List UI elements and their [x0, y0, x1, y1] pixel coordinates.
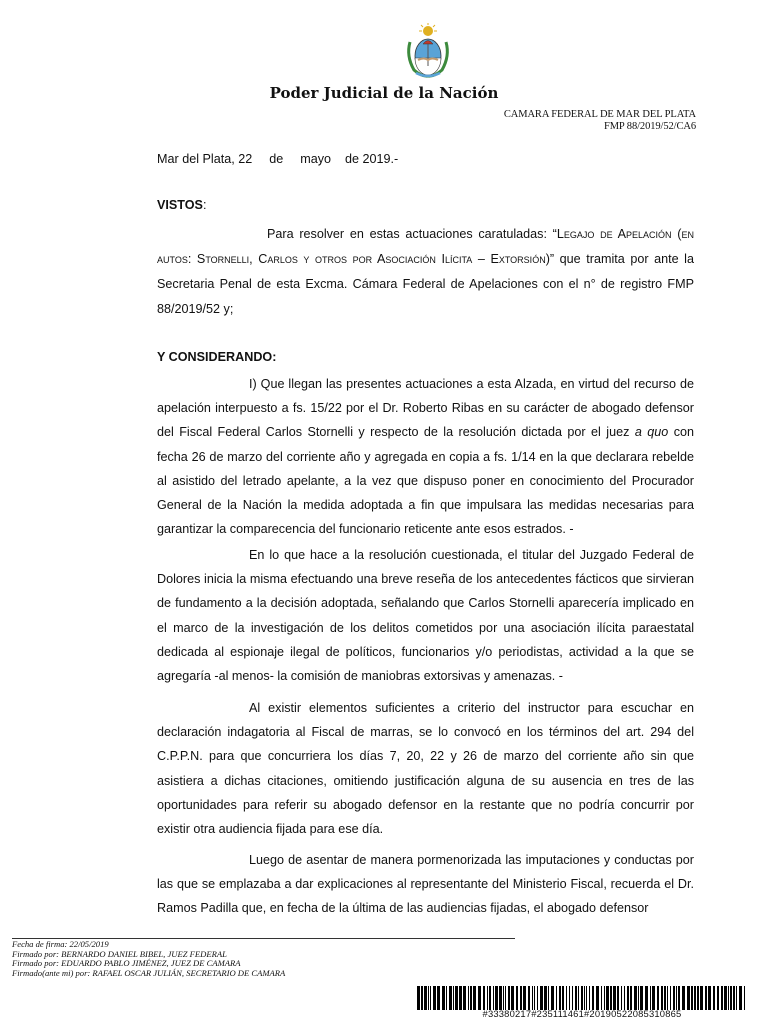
barcode-bar — [640, 986, 643, 1010]
paragraph-2-text: En lo que hace a la resolución cuestionada, el titular del Juzgado Federal de Dolores inicia la misma efectuando una breve reseña de los antecedentes fácticos que sirvieran de fundamento a la decisión adoptada, señalando que Carlos Stornelli aparecería implicado en el marco de la investigación de los delitos cometidos por una asociación ilícita paraestatal dedicada al espionaje ilegal de políticos, funcionarios y/o periodistas, actividad a la que se agregaría -al menos- la comisión de maniobras extorsivas y amenazas. - — [157, 548, 694, 684]
barcode-bar — [578, 986, 579, 1010]
chamber-header — [504, 109, 696, 133]
paragraph-4 — [157, 848, 694, 921]
barcode-bar — [627, 986, 629, 1010]
barcode-bar — [645, 986, 648, 1010]
barcode-bar — [650, 986, 651, 1010]
barcode-bar — [483, 986, 485, 1010]
file-reference: FMP 88/2019/52/CA6 — [603, 121, 696, 132]
barcode-bar — [589, 986, 590, 1010]
barcode-bar — [442, 986, 445, 1010]
vistos-heading — [157, 198, 206, 212]
barcode-bar — [430, 986, 431, 1010]
barcode-bar — [728, 986, 729, 1010]
barcode-bar — [544, 986, 547, 1010]
barcode-number: #33380217#235111461#20190522085310865 — [482, 1008, 682, 1019]
barcode-bar — [470, 986, 472, 1010]
barcode-bar — [424, 986, 427, 1010]
barcode-bar — [638, 986, 639, 1010]
paragraph-4-text: Luego de asentar de manera pormenorizada las imputaciones y conductas por las que se emplazaba a dar explicaciones al representante del Ministerio Fiscal, recuerda el Dr. Ramos Padilla que, en fecha de la última de las audiencias fijadas, el abogado defensor — [157, 853, 694, 916]
barcode-bar — [417, 986, 420, 1010]
barcode-bar — [624, 986, 625, 1010]
date-month: mayo — [300, 152, 332, 166]
barcode-bar — [428, 986, 429, 1010]
coat-of-arms-icon — [402, 22, 454, 80]
barcode-bar — [437, 986, 440, 1010]
barcode-bar — [700, 986, 703, 1010]
barcode-bar — [453, 986, 454, 1010]
date-place: Mar del Plata, 22 — [157, 152, 253, 166]
barcode-bar — [473, 986, 476, 1010]
barcode-bar — [733, 986, 735, 1010]
barcode — [417, 986, 747, 1010]
barcode-bar — [697, 986, 699, 1010]
barcode-bar — [634, 986, 637, 1010]
paragraph-1-italic: a quo — [634, 425, 669, 440]
case-caption: Legajo de Apelación (en autos: Stornelli, Carlos y otros por Asociación Ilícita – Extorsión) — [157, 227, 694, 266]
barcode-bar — [736, 986, 737, 1010]
barcode-bar — [606, 986, 609, 1010]
barcode-bar — [713, 986, 715, 1010]
barcode-bar — [670, 986, 671, 1010]
paragraph-1-pre: I) Que llegan las presentes actuaciones a esta Alzada, en virtud del recurso de apelación interpuesto a fs. 15/22 por el Dr. Roberto Ribas en su carácter de abogado defensor del Fiscal Federal Carlos Stornelli y respecto de la resolución dictada por el juez — [157, 377, 694, 440]
vistos-colon: : — [202, 198, 207, 212]
barcode-bar — [717, 986, 719, 1010]
signature-line-2: Firmado por: EDUARDO PABLO JIMÉNEZ, JUEZ DE CAMARA — [12, 958, 241, 969]
date-year: de 2019.- — [345, 152, 399, 166]
barcode-bar — [661, 986, 663, 1010]
barcode-bar — [604, 986, 605, 1010]
barcode-bar — [511, 986, 514, 1010]
barcode-bar — [468, 986, 469, 1010]
barcode-bar — [551, 986, 554, 1010]
barcode-bar — [495, 986, 498, 1010]
barcode-bar — [724, 986, 727, 1010]
paragraph-1 — [157, 372, 694, 541]
barcode-bar — [676, 986, 677, 1010]
barcode-bar — [463, 986, 466, 1010]
barcode-bar — [592, 986, 594, 1010]
barcode-bar — [705, 986, 707, 1010]
barcode-bar — [478, 986, 481, 1010]
barcode-bar — [449, 986, 452, 1010]
vistos-tail: ” que tramita por ante la Secretaria Penal de esta Excma. Cámara Federal de Apelaciones con el n° de registro FMP 88/2019/52 y; — [157, 252, 694, 316]
barcode-bar — [499, 986, 502, 1010]
barcode-bar — [421, 986, 423, 1010]
date-de-1: de — [269, 152, 284, 166]
barcode-bar — [657, 986, 659, 1010]
barcode-bar — [566, 986, 567, 1010]
barcode-bar — [548, 986, 549, 1010]
barcode-bar — [630, 986, 632, 1010]
barcode-bar — [586, 986, 587, 1010]
paragraph-2 — [157, 543, 694, 688]
barcode-bar — [721, 986, 723, 1010]
barcode-bar — [523, 986, 526, 1010]
barcode-bar — [505, 986, 506, 1010]
vistos-lead: Para resolver en estas actuaciones caratuladas: “ — [267, 227, 557, 241]
barcode-bar — [493, 986, 494, 1010]
barcode-bar — [730, 986, 732, 1010]
barcode-bar — [540, 986, 543, 1010]
vistos-heading-text: VISTOS — [157, 198, 203, 212]
barcode-bar — [687, 986, 690, 1010]
barcode-bar — [459, 986, 462, 1010]
paragraph-3-text: Al existir elementos suficientes a criterio del instructor para escuchar en declaración indagatoria al Fiscal de marras, se lo convocó en los términos del art. 294 del C.P.P.N. para que concurriera los días 7, 20, 22 y 26 de marzo del corriente año sin que asistiera a dichas citaciones, omitiendo justificación alguna de su ausencia en tres de las oportunidades para referir su abogado defensor en la restante que no podría concurrir por existir otra audiencia fijada para ese día. — [157, 701, 694, 837]
barcode-bar — [667, 986, 668, 1010]
barcode-bar — [532, 986, 533, 1010]
barcode-bar — [537, 986, 538, 1010]
signature-date: Fecha de firma: 22/05/2019 — [12, 939, 109, 949]
barcode-bar — [575, 986, 577, 1010]
barcode-bar — [744, 986, 745, 1010]
signature-line-3: Firmado(ante mi) por: RAFAEL OSCAR JULIÁN, SECRETARIO DE CAMARA — [12, 967, 286, 978]
barcode-bar — [446, 986, 447, 1010]
signature-block — [12, 940, 285, 978]
barcode-bar — [581, 986, 583, 1010]
barcode-bar — [520, 986, 522, 1010]
barcode-bar — [584, 986, 585, 1010]
barcode-bar — [739, 986, 742, 1010]
barcode-bar — [559, 986, 561, 1010]
barcode-bar — [487, 986, 488, 1010]
barcode-bar — [516, 986, 518, 1010]
signature-line-1: Firmado por: BERNARDO DANIEL BIBEL, JUEZ FEDERAL — [12, 948, 227, 959]
barcode-bar — [678, 986, 680, 1010]
barcode-bar — [708, 986, 711, 1010]
barcode-bar — [664, 986, 666, 1010]
paragraph-1-post: con fecha 26 de marzo del corriente año y agregada en copia a fs. 1/14 en la que declarara rebelde al asistido del letrado apelante, a la vez que dispuso poner en conocimiento del Procurador General de la Nación la medida adoptada a fin que impulsara las medidas necesarias para garantizar la comparecencia del funcionario reticente ante esos estrados. - — [157, 425, 694, 537]
barcode-bar — [528, 986, 530, 1010]
barcode-bar — [682, 986, 685, 1010]
chamber-name: CAMARA FEDERAL DE MAR DEL PLATA — [503, 109, 696, 120]
barcode-bar — [621, 986, 622, 1010]
barcode-bar — [455, 986, 458, 1010]
barcode-bar — [610, 986, 612, 1010]
barcode-bar — [534, 986, 535, 1010]
barcode-bar — [613, 986, 616, 1010]
barcode-bar — [691, 986, 693, 1010]
barcode-bar — [601, 986, 602, 1010]
barcode-bar — [569, 986, 570, 1010]
date-line — [157, 152, 694, 166]
barcode-bar — [596, 986, 599, 1010]
barcode-bar — [617, 986, 619, 1010]
court-name: Poder Judicial de la Nación — [269, 84, 499, 102]
barcode-bar — [572, 986, 573, 1010]
barcode-bar — [503, 986, 504, 1010]
barcode-bar — [556, 986, 557, 1010]
paragraph-3 — [157, 696, 694, 841]
barcode-bar — [562, 986, 564, 1010]
considerando-heading: Y CONSIDERANDO: — [157, 350, 277, 364]
barcode-bar — [433, 986, 436, 1010]
barcode-bar — [673, 986, 675, 1010]
barcode-bar — [489, 986, 491, 1010]
vistos-paragraph — [157, 222, 694, 322]
barcode-bar — [694, 986, 696, 1010]
barcode-bar — [508, 986, 510, 1010]
barcode-bar — [652, 986, 655, 1010]
